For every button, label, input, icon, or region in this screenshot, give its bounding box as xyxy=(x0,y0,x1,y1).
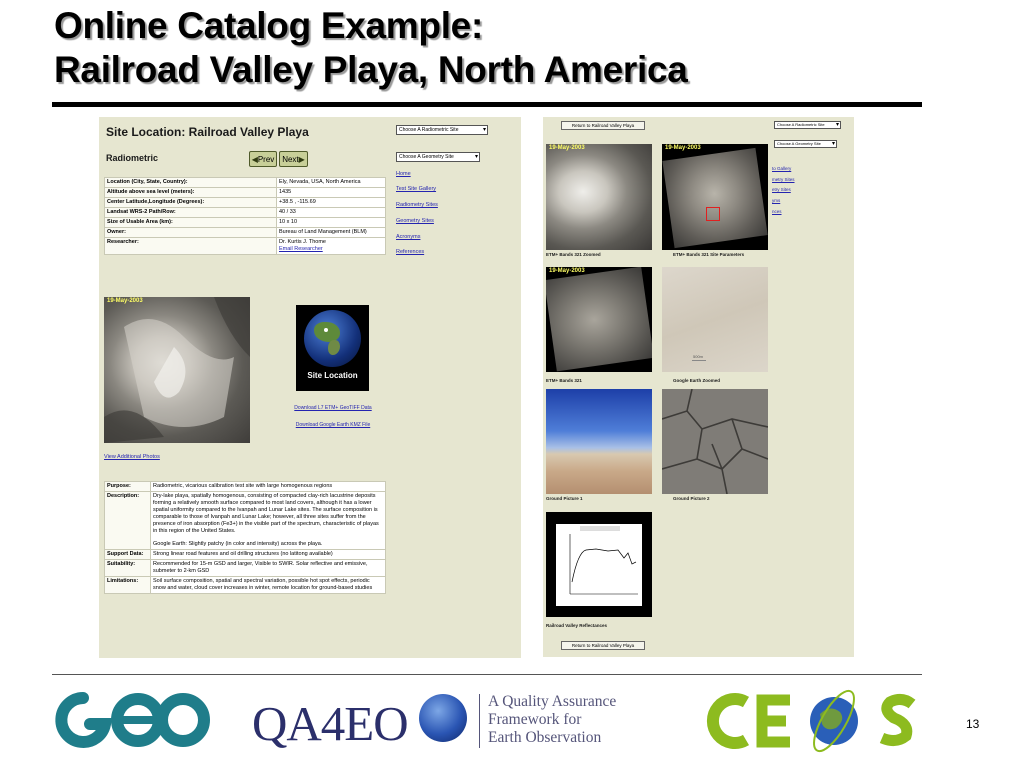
site-boundary-marker xyxy=(706,207,720,221)
desc-label: Limitations: xyxy=(105,577,151,594)
photo-date: 19-May-2003 xyxy=(549,145,585,151)
qa4eo-logo: QA4EO xyxy=(252,696,408,751)
next-button-label: Next xyxy=(282,154,299,164)
gallery-thumbnail[interactable] xyxy=(662,144,768,250)
table-row xyxy=(105,238,386,255)
table-row xyxy=(105,577,386,594)
globe-icon xyxy=(304,310,361,367)
arrow-left-icon: ◀ xyxy=(251,154,258,164)
info-value: 40 / 33 xyxy=(277,208,386,218)
site-title: Site Location: Railroad Valley Playa xyxy=(106,125,309,139)
slide-title-line-1: Online Catalog Example: xyxy=(54,5,483,46)
nav-link-radiometry-sites[interactable]: metry Sites xyxy=(772,177,795,182)
prev-button-label: Prev xyxy=(257,154,275,164)
gallery-thumbnail[interactable] xyxy=(546,267,652,372)
download-kmz-link[interactable]: Download Google Earth KMZ File xyxy=(295,422,371,428)
reflectance-curve-graphic xyxy=(556,524,642,606)
gallery-thumbnail[interactable] xyxy=(662,267,768,372)
arrow-right-icon: ▶ xyxy=(298,154,305,164)
scale-label: 500m xyxy=(693,354,704,359)
reflectance-chart-image xyxy=(556,524,642,606)
category-heading: Radiometric xyxy=(106,153,159,163)
satellite-photo[interactable] xyxy=(104,297,250,443)
thumbnail-caption: ETM+ Bands 321 Zoomed xyxy=(546,252,601,257)
photo-date: 19-May-2003 xyxy=(107,298,143,304)
page-number: 13 xyxy=(966,717,980,731)
info-label: Altitude above sea level (meters): xyxy=(105,188,277,198)
qa4eo-divider xyxy=(479,694,480,748)
photo-date: 19-May-2003 xyxy=(665,145,701,151)
thumbnail-caption: Ground Picture 2 xyxy=(673,496,710,501)
slide-title xyxy=(54,4,688,92)
table-row xyxy=(105,188,386,198)
thumbnail-caption: ETM+ Bands 321 Site Parameters xyxy=(673,252,745,257)
geometry-site-select-value: Choose A Geometry Site xyxy=(777,141,821,146)
slide-title-line-2: Railroad Valley Playa, North America xyxy=(54,49,688,90)
geometry-site-select[interactable] xyxy=(396,152,480,162)
table-row xyxy=(105,198,386,208)
globe-icon xyxy=(419,694,467,742)
researcher-name: Dr. Kurtis J. Thome xyxy=(279,239,326,245)
view-additional-photos-link[interactable]: View Additional Photos xyxy=(104,454,160,460)
nav-link-gallery[interactable]: to Gallery xyxy=(772,166,792,171)
scale-bar xyxy=(692,360,706,361)
nav-link-acronyms[interactable]: yms xyxy=(772,198,781,203)
desc-value: Radiometric, vicarious calibration test site with large homogenous regions xyxy=(151,482,386,492)
footer-rule xyxy=(52,674,922,675)
table-row xyxy=(105,178,386,188)
desc-label: Support Data: xyxy=(105,550,151,560)
thumbnail-caption: Ground Picture 1 xyxy=(546,496,583,501)
table-row xyxy=(105,492,386,550)
gallery-thumbnail[interactable] xyxy=(662,389,768,494)
info-value xyxy=(277,238,386,255)
chevron-down-icon: ▾ xyxy=(474,154,478,160)
radiometric-site-select-value: Choose A Radiometric Site xyxy=(777,122,825,127)
qa4eo-tagline-line-1: A Quality Assurance xyxy=(488,693,617,710)
satellite-terrain-graphic xyxy=(104,297,250,443)
satellite-scene xyxy=(546,267,652,371)
gallery-thumbnail[interactable] xyxy=(546,389,652,494)
geo-logo-graphic xyxy=(50,686,210,750)
geo-logo xyxy=(50,686,210,750)
gallery-thumbnail[interactable] xyxy=(546,144,652,250)
nav-link-radiometry-sites[interactable]: Radiometry Sites xyxy=(396,202,438,208)
nav-link-references[interactable]: References xyxy=(396,249,425,255)
site-info-table xyxy=(104,177,386,255)
info-label: Center Latitude,Longitude (Degrees): xyxy=(105,198,277,208)
nav-link-acronyms[interactable]: Acronyms xyxy=(396,234,421,240)
google-earth-note: Google Earth: Slightly patchy (in color and intensity) across the playa. xyxy=(153,541,323,547)
nav-link-home[interactable]: Home xyxy=(396,171,411,177)
info-label: Owner: xyxy=(105,228,277,238)
return-button-bottom[interactable]: Return to Railroad Valley Playa xyxy=(561,641,645,650)
table-row xyxy=(105,218,386,228)
table-row xyxy=(105,482,386,492)
desc-value: Soil surface composition, spatial and spectral variation, possible hot spot effects, periodic snow and water, cloud cover increases in winter, remote location for ground-based studies xyxy=(151,577,386,594)
info-value: 10 x 10 xyxy=(277,218,386,228)
nav-link-geometry-sites[interactable]: Geometry Sites xyxy=(396,218,434,224)
desc-value xyxy=(151,492,386,550)
thumbnail-caption: ETM+ Bands 321 xyxy=(546,378,582,383)
photo-date: 19-May-2003 xyxy=(549,268,585,274)
nav-link-test-site-gallery[interactable]: Test Site Gallery xyxy=(396,186,437,192)
geometry-site-select-value: Choose A Geometry Site xyxy=(399,154,454,160)
chevron-down-icon: ▾ xyxy=(482,127,486,133)
qa4eo-tagline xyxy=(488,693,616,747)
satellite-scene xyxy=(662,148,767,248)
info-label: Size of Usable Area (km): xyxy=(105,218,277,228)
desc-label: Suitability: xyxy=(105,560,151,577)
table-row xyxy=(105,228,386,238)
catalog-page-screenshot xyxy=(99,117,521,658)
gallery-page-screenshot xyxy=(543,117,854,657)
thumbnail-caption: Railroad Valley Reflectances xyxy=(546,623,608,628)
info-value: 1435 xyxy=(277,188,386,198)
nav-link-references[interactable]: nces xyxy=(772,209,782,214)
return-button-top[interactable]: Return to Railroad Valley Playa xyxy=(561,121,645,130)
info-value: +38.5 , -115.69 xyxy=(277,198,386,208)
table-row xyxy=(105,208,386,218)
geometry-site-select[interactable] xyxy=(774,140,837,148)
radiometric-site-select[interactable] xyxy=(396,125,488,135)
ceos-logo-graphic xyxy=(706,684,922,756)
radiometric-site-select[interactable] xyxy=(774,121,841,129)
download-geotiff-link[interactable]: Download L7 ETM+ GeoTIFF Data xyxy=(294,405,372,411)
info-label: Landsat WRS-2 Path/Row: xyxy=(105,208,277,218)
desc-label: Purpose: xyxy=(105,482,151,492)
table-row xyxy=(105,550,386,560)
desc-value: Recommended for 15-m GSD and larger, Visible to SWIR. Solar reflective and emissive, submeter to 2-km GSD xyxy=(151,560,386,577)
qa4eo-tagline-line-2: Framework for xyxy=(488,711,582,728)
next-button[interactable] xyxy=(279,151,308,167)
info-value: Ely, Nevada, USA, North America xyxy=(277,178,386,188)
nav-link-geometry-sites[interactable]: etry Sites xyxy=(772,187,791,192)
email-researcher-link[interactable]: Email Researcher xyxy=(279,246,323,252)
info-label: Location (City, State, Country): xyxy=(105,178,277,188)
info-value: Bureau of Land Management (BLM) xyxy=(277,228,386,238)
cracked-mud-graphic xyxy=(662,389,768,494)
table-row xyxy=(105,560,386,577)
qa4eo-tagline-line-3: Earth Observation xyxy=(488,729,602,746)
radiometric-site-select-value: Choose A Radiometric Site xyxy=(399,127,459,133)
ceos-logo xyxy=(706,684,922,756)
desc-label: Description: xyxy=(105,492,151,550)
thumbnail-caption: Google Earth Zoomed xyxy=(673,378,721,383)
globe-label: Site Location xyxy=(307,371,358,380)
gallery-thumbnail[interactable] xyxy=(546,512,652,617)
desc-value: Strong linear road features and oil drilling structures (no latitong available) xyxy=(151,550,386,560)
description-text: Dry-lake playa, spatially homogenous, consisting of compacted clay-rich lacustrine deposits forming a relatively smooth surface compared to most land covers, although it has a lower spatial uniformity compared to the Ivanpah and Lunar Lake sites. The surface composition is comparable to those of Ivanpah and Lunar Lake; however, all three sites suffer from the presence of iron absorption (Fe3+) in the visible part of the spectrum, characteristic of playas in this region of the United States. xyxy=(153,493,379,534)
site-location-globe[interactable] xyxy=(296,305,369,391)
site-description-table xyxy=(104,481,386,594)
prev-button[interactable] xyxy=(249,151,277,167)
chevron-down-icon: ▾ xyxy=(831,141,835,147)
info-label: Researcher: xyxy=(105,238,277,255)
chevron-down-icon: ▾ xyxy=(835,122,839,128)
title-rule xyxy=(52,102,922,107)
